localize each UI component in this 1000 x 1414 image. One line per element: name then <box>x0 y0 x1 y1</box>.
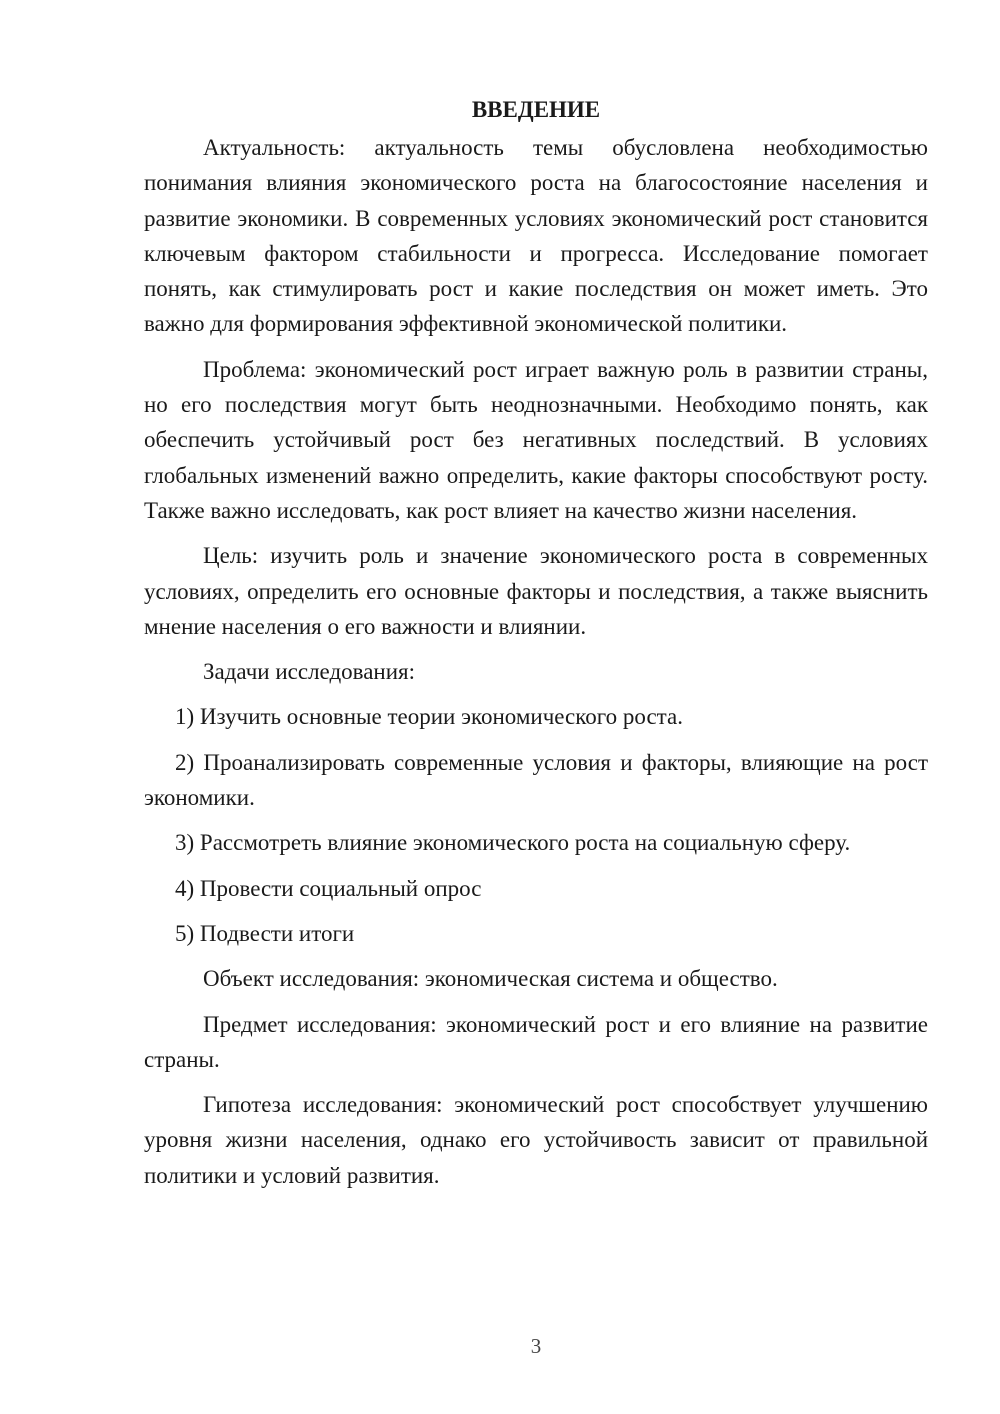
relevance-paragraph: Актуальность: актуальность темы обусловлена необходимостью понимания влияния экономического роста на благосостояние населения и развитие экономики. В современных условиях экономический рост становится ключевым фактором стабильности и прогресса. Исследование помогает понять, как стимулировать рост и какие последствия он может иметь. Это важно для формирования эффективной экономической политики. <box>144 135 928 337</box>
task-item-5: 5) Подвести итоги <box>175 920 355 946</box>
tasks-heading: Задачи исследования: <box>203 659 416 685</box>
object-paragraph: Объект исследования: экономическая система и общество. <box>203 966 778 992</box>
task-item-2: 2) Проанализировать современные условия и факторы, влияющие на рост экономики. <box>144 749 928 811</box>
problem-paragraph: Проблема: экономический рост играет важную роль в развитии страны, но его последствия могут быть неоднозначными. Необходимо понять, как обеспечить устойчивый рост без негативных последствий. В условиях глобальных изменений важно определить, какие факторы способствуют росту. Также важно исследовать, как рост влияет на качество жизни населения. <box>144 356 928 523</box>
task-item-1: 1) Изучить основные теории экономического роста. <box>175 704 683 730</box>
section-title: ВВЕДЕНИЕ <box>471 97 601 122</box>
page-number: 3 <box>530 1334 542 1358</box>
task-item-3: 3) Рассмотреть влияние экономического роста на социальную сферу. <box>175 830 851 856</box>
page-body <box>144 92 928 1203</box>
goal-paragraph: Цель: изучить роль и значение экономического роста в современных условиях, определить его основные факторы и последствия, а также выяснить мнение населения о его важности и влиянии. <box>144 543 928 639</box>
hypothesis-paragraph: Гипотеза исследования: экономический рост способствует улучшению уровня жизни населения, однако его устойчивость зависит от правильной политики и условий развития. <box>144 1092 928 1188</box>
task-item-4: 4) Провести социальный опрос <box>175 875 482 901</box>
subject-paragraph: Предмет исследования: экономический рост и его влияние на развитие страны. <box>144 1011 928 1072</box>
